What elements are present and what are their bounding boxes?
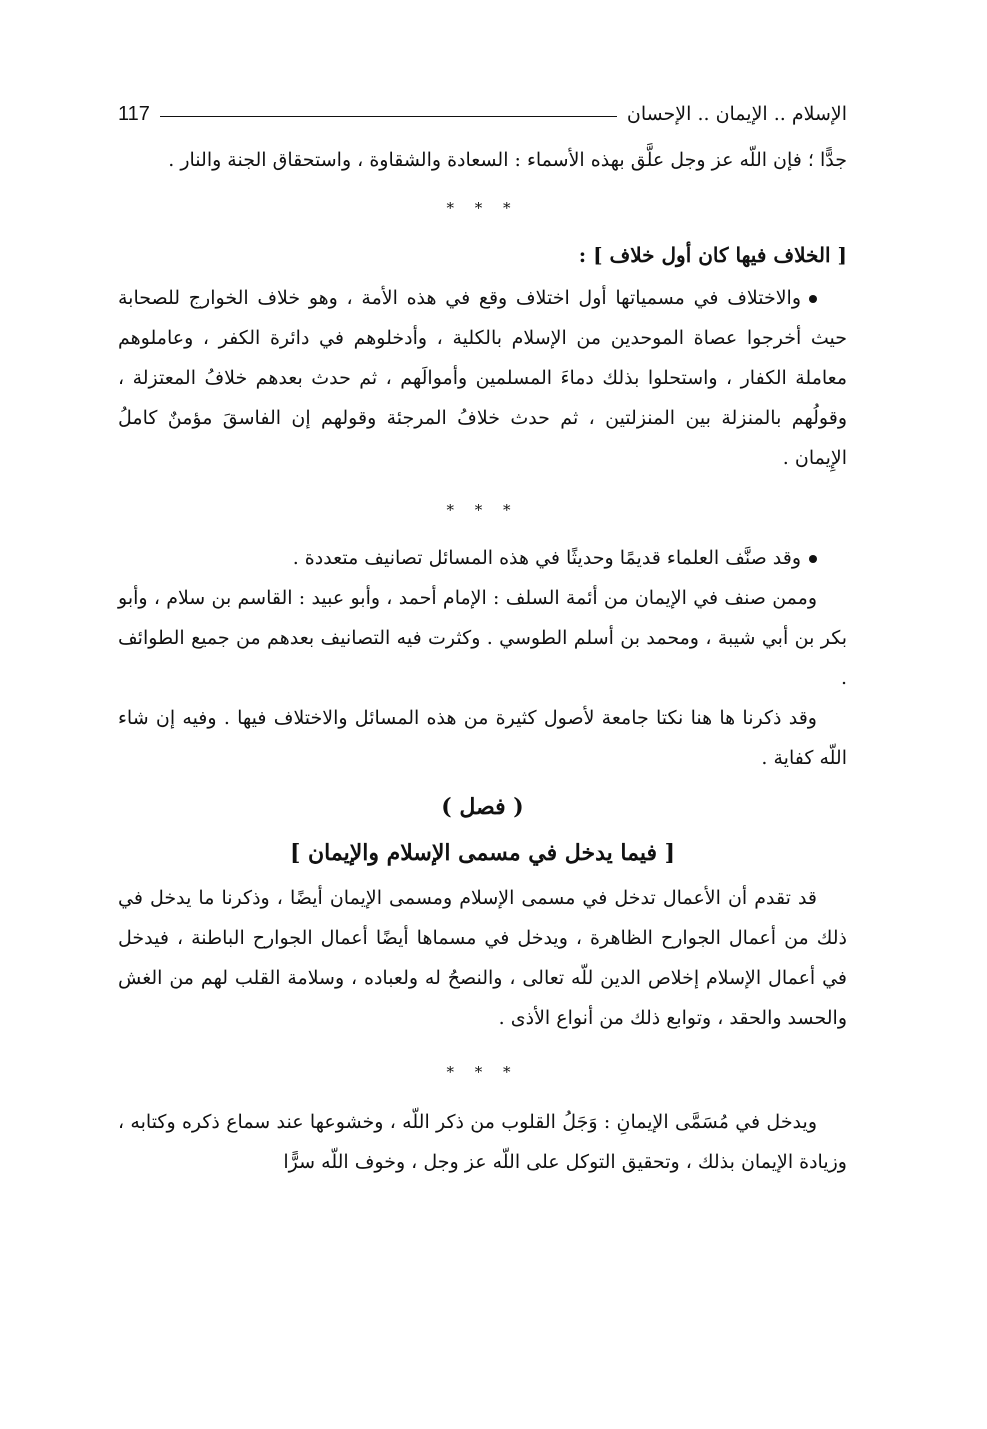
running-header <box>118 98 847 130</box>
paragraph-works: قد تقدم أن الأعمال تدخل في مسمى الإسلام ومسمى الإيمان أيضًا ، وذكرنا ما يدخل في ذلك من أعمال الجوارح الظاهرة ، ويدخل في مسماها أيضًا أعمال الجوارح الباطنة ، فيدخل في أعمال الإسلام إخلاص الدين للّه تعالى ، والنصحُ له ولعباده ، وسلامة القلب لهم من الغش والحسد والحقد ، وتوابع ذلك من أنواع الأذى . <box>118 887 847 1029</box>
book-page <box>118 98 847 1182</box>
paragraph-compilations-text: وقد صنَّف العلماء قديمًا وحديثًا في هذه المسائل تصانيف متعددة . <box>292 547 801 569</box>
paragraph-disagreement-text: والاختلاف في مسمياتها أول اختلاف وقع في هذه الأمة ، وهو خلاف الخوارج للصحابة حيث أخرجوا عصاة الموحدين من الإسلام بالكلية ، وأدخلوهم في دائرة الكفر ، وعاملوهم معاملة الكفار ، واستحلوا بذلك دماءَ المسلمين وأموالَهم ، ثم حدث بعدهم خلافُ المعتزلة ، وقولُهم بالمنزلة بين المنزلتين ، ثم حدث خلافُ المرجئة وقولهم إن الفاسقَ مؤمنٌ كاملُ الإِيمان . <box>118 287 848 469</box>
paragraph-continuation: جدًّا ؛ فإن اللّه عز وجل علَّق بهذه الأسماء : السعادة والشقاوة ، واستحقاق الجنة والنار . <box>168 149 847 171</box>
subheading-disagreement: [ الخلاف فيها كان أول خلاف ] : <box>578 243 847 267</box>
bullet-icon <box>809 555 817 563</box>
section-separator: * * * <box>446 1063 519 1081</box>
section-separator: * * * <box>446 199 519 217</box>
paragraph-authors: وممن صنف في الإيمان من أئمة السلف : الإمام أحمد ، وأبو عبيد : القاسم بن سلام ، وأبو بكر بن أبي شيبة ، ومحمد بن أسلم الطوسي . وكثرت فيه التصانيف بعدهم من جميع الطوائف . <box>118 587 847 689</box>
header-rule <box>160 116 617 117</box>
chapter-title: ( فصل ) <box>441 794 524 820</box>
paragraph-disagreement <box>118 278 847 478</box>
chapter-subtitle: [ فيما يدخل في مسمى الإسلام والإيمان ] <box>289 840 676 866</box>
paragraph-compilations <box>118 538 847 578</box>
paragraph-faith: ويدخل في مُسَمَّى الإيمانِ : وَجَلُ القلوب من ذكر اللّه ، وخشوعها عند سماع ذكره وكتابه ، وزيادة الإيمان بذلك ، وتحقيق التوكل على اللّه عز وجل ، وخوف اللّه سرًّا <box>118 1111 847 1173</box>
section-separator: * * * <box>446 501 519 519</box>
header-title: الإسلام .. الإيمان .. الإحسان <box>626 103 847 125</box>
bullet-icon <box>809 295 817 303</box>
page-number: 117 <box>118 102 150 125</box>
paragraph-summary: وقد ذكرنا ها هنا نكتا جامعة لأصول كثيرة من هذه المسائل والاختلاف فيها . وفيه إن شاء اللّه كفاية . <box>118 707 847 769</box>
